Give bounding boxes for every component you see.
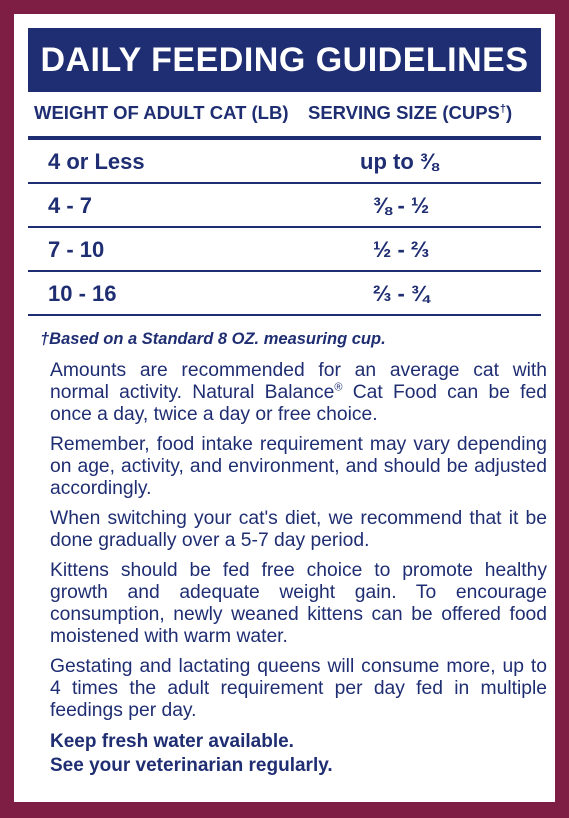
table-row bbox=[28, 140, 541, 184]
paragraph-text: Cat Food can be fed once a day, twice a day or free choice. bbox=[50, 382, 547, 425]
dagger-mark: † bbox=[499, 102, 507, 115]
table-header bbox=[28, 96, 541, 136]
column-header-weight: WEIGHT OF ADULT CAT (LB) bbox=[34, 102, 289, 123]
paragraph-kittens: Kittens should be fed free choice to promote healthy growth and adequate weight gain. To encourage consumption, newly weaned kittens can be offered food moistened with warm water. bbox=[50, 560, 547, 647]
weight-cell: 4 - 7 bbox=[48, 193, 93, 218]
table-row bbox=[28, 184, 541, 228]
column-header-serving-close: ) bbox=[506, 102, 513, 123]
paragraph-text: Amounts are recommended for an average cat with normal activity. Natural Balance bbox=[50, 360, 547, 403]
registered-mark: ® bbox=[334, 381, 343, 394]
weight-cell: 10 - 16 bbox=[48, 281, 117, 306]
serving-cell: up to ⅜ bbox=[360, 149, 439, 174]
footnote: †Based on a Standard 8 OZ. measuring cup. bbox=[40, 330, 386, 348]
paragraph-queens: Gestating and lactating queens will consume more, up to 4 times the adult requirement per day fed in multiple feedings per day. bbox=[50, 656, 547, 721]
serving-cell: ⅜ - ½ bbox=[373, 193, 430, 218]
weight-cell: 7 - 10 bbox=[48, 237, 105, 262]
label-panel bbox=[14, 14, 555, 802]
closing-vet: See your veterinarian regularly. bbox=[50, 755, 333, 776]
column-header-serving-text: SERVING SIZE (CUPS bbox=[308, 102, 500, 123]
closing-water: Keep fresh water available. bbox=[50, 731, 294, 752]
column-header-serving bbox=[308, 102, 512, 124]
page-title: DAILY FEEDING GUIDELINES bbox=[40, 40, 529, 79]
closing-notes bbox=[50, 730, 547, 778]
paragraph-switching: When switching your cat's diet, we recommend that it be done gradually over a 5-7 day period. bbox=[50, 508, 547, 551]
serving-cell: ½ - ⅔ bbox=[373, 237, 430, 262]
paragraph-intake: Remember, food intake requirement may vary depending on age, activity, and environment, and should be adjusted accordingly. bbox=[50, 434, 547, 499]
table-row bbox=[28, 272, 541, 316]
serving-cell: ⅔ - ¾ bbox=[373, 281, 430, 306]
feeding-table bbox=[28, 140, 541, 316]
weight-cell: 4 or Less bbox=[48, 149, 145, 174]
guidelines-text bbox=[50, 360, 547, 778]
title-bar bbox=[28, 28, 541, 92]
paragraph-amounts bbox=[50, 360, 547, 426]
table-row bbox=[28, 228, 541, 272]
